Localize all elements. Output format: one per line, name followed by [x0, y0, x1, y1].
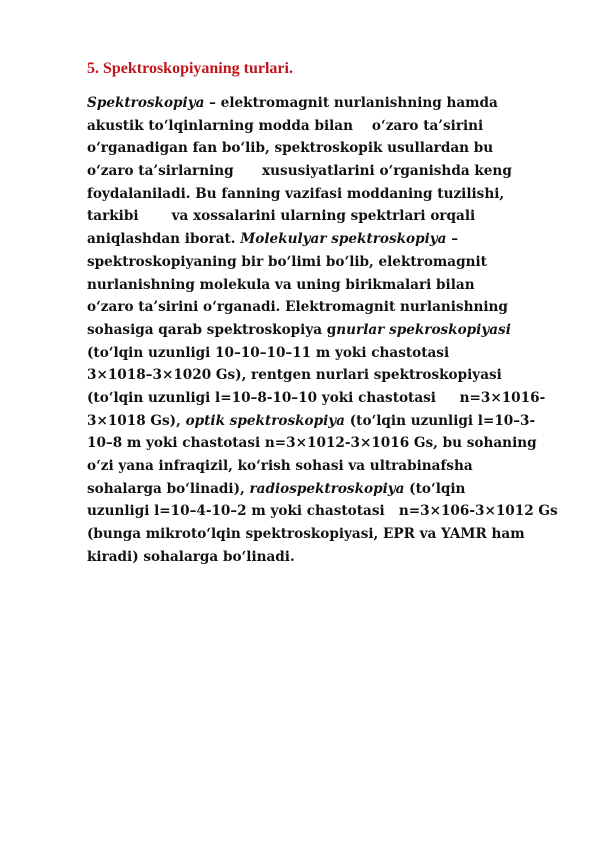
text-run: o‘rganadigan fan bo‘lib, spektroskopik usullardan bu [87, 140, 494, 157]
italic-term: Spektroskopiya [87, 95, 205, 111]
text-line [87, 92, 557, 115]
text-line [87, 137, 557, 160]
italic-term: radiospektroskopiya [249, 480, 405, 497]
text-run: sohasiga qarab spektroskopiya g [87, 321, 337, 338]
section-heading: 5. Spektroskopiyaning turlari. [87, 60, 293, 77]
text-run: 10–8 m yoki chastotasi n=3×1012-3×1016 Gs, bu sohaning [87, 435, 537, 452]
text-line [87, 228, 557, 251]
body-paragraph [87, 92, 557, 568]
text-run: (to‘lqin uzunligi l=10–3- [345, 412, 536, 429]
text-run: uzunligi l=10–4-10–2 m yoki chastotasi n=3×106-3×1012 Gs [87, 503, 558, 520]
text-line [87, 183, 557, 206]
italic-term: optik spektroskopiya [185, 412, 345, 429]
text-run: (to‘lqin uzunligi l=10–8-10–10 yoki chastotasi n=3×1016- [87, 389, 546, 406]
text-run: 3×1018 Gs), [87, 412, 186, 429]
text-run: o‘zaro ta’sirini o‘rganadi. Elektromagnit nurlanishning [87, 299, 508, 316]
text-run: foydalaniladi. Bu fanning vazifasi moddaning tuzilishi, [87, 185, 505, 202]
text-line [87, 523, 557, 546]
text-run: – elektromagnit nurlanishning hamda [204, 95, 498, 111]
text-line [87, 342, 557, 365]
text-run: – [446, 231, 459, 248]
text-line [87, 432, 557, 455]
text-line [87, 500, 557, 523]
text-run: tarkibi va xossalarini ularning spektrlari orqali [87, 208, 476, 225]
text-run: aniqlashdan iborat. [87, 231, 241, 248]
text-line [87, 296, 557, 319]
text-line [87, 410, 557, 433]
text-run: o‘zi yana infraqizil, ko‘rish sohasi va ultrabinafsha [87, 458, 473, 474]
text-run: nurlanishning molekula va uning birikmalari bilan [87, 276, 475, 293]
text-line [87, 478, 557, 501]
text-line [87, 387, 557, 410]
text-run: kiradi) sohalarga bo‘linadi. [87, 548, 295, 565]
text-run: 3×1018–3×1020 Gs), rentgen nurlari spektroskopiyasi [87, 367, 502, 384]
text-run: akustik to‘lqinlarning modda bilan o‘zaro ta’sirini [87, 117, 484, 134]
text-run: (bunga mikroto‘lqin spektroskopiyasi, EPR va YAMR ham [87, 526, 525, 543]
text-line [87, 319, 557, 342]
text-run: sohalarga bo‘linadi), [87, 480, 250, 497]
text-line [87, 455, 557, 478]
italic-term: Molekulyar spektroskopiya [240, 231, 447, 248]
italic-term: nurlar spekroskopiyasi [336, 321, 511, 338]
text-line [87, 160, 557, 183]
text-run: o‘zaro ta’sirlarning xususiyatlarini o‘rganishda keng [87, 163, 512, 180]
text-line [87, 274, 557, 297]
text-line [87, 546, 557, 569]
text-line [87, 205, 557, 228]
text-run: (to‘lqin uzunligi 10–10–10–11 m yoki chastotasi [87, 344, 450, 361]
text-line [87, 115, 557, 138]
text-line [87, 364, 557, 387]
text-line [87, 251, 557, 274]
text-run: spektroskopiyaning bir bo‘limi bo‘lib, elektromagnit [87, 253, 487, 270]
text-run: (to‘lqin [404, 480, 466, 497]
